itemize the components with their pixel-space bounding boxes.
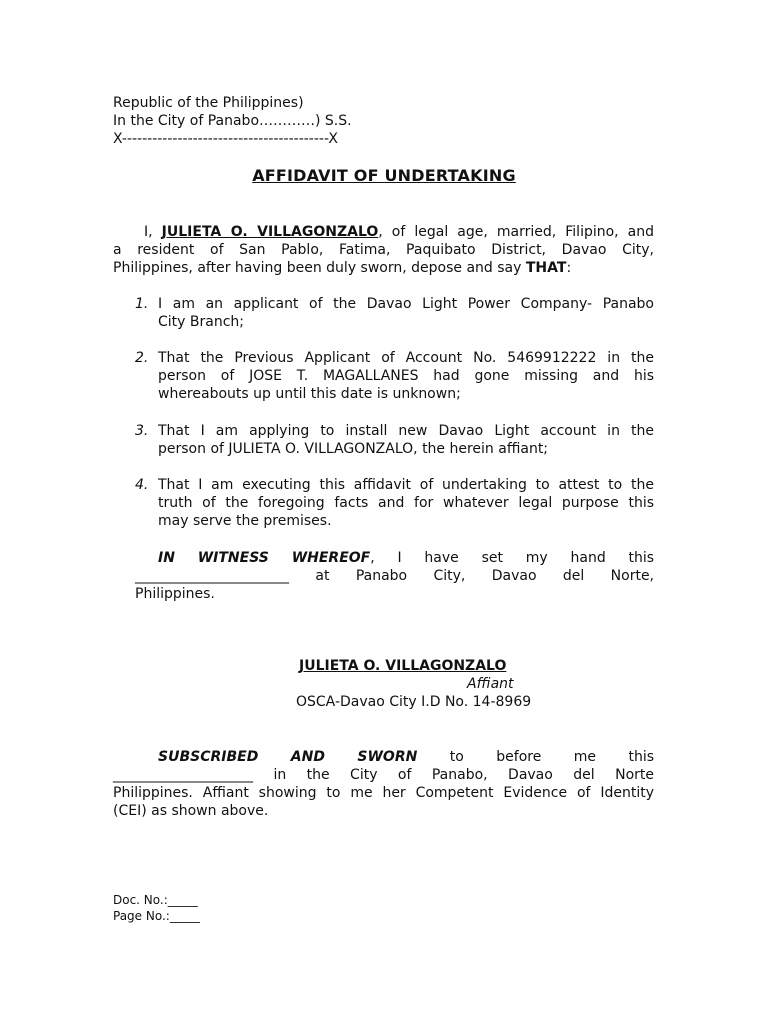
item-line: That I am executing this affidavit of undertaking to attest to the bbox=[158, 477, 654, 493]
intro-line-1-rest: , of legal age, married, Filipino, and bbox=[378, 224, 655, 240]
doc-number: Doc. No.:_____ bbox=[113, 893, 198, 907]
item-number: 2. bbox=[135, 350, 149, 366]
intro-colon: : bbox=[566, 260, 572, 276]
item-number: 3. bbox=[135, 423, 149, 439]
witness-line-3: Philippines. bbox=[135, 586, 215, 602]
jurat-line-2-text bbox=[113, 766, 654, 784]
header-divider: X-----------------------------------------X bbox=[113, 131, 338, 147]
jurat-line-1 bbox=[158, 748, 654, 766]
witness-line-1 bbox=[158, 549, 654, 567]
jurat-line-2 bbox=[113, 766, 654, 784]
intro-line-1 bbox=[113, 223, 654, 241]
witness-line-2-text bbox=[135, 567, 654, 585]
jurat-word: SUBSCRIBED bbox=[158, 749, 259, 765]
jurat-date-blank: ____________________ bbox=[113, 767, 253, 783]
witness-place: at Panabo City, Davao del Norte, bbox=[315, 568, 655, 584]
witness-comma: , bbox=[370, 550, 375, 566]
jurat-place: in the City of Panabo, Davao del Norte bbox=[273, 767, 654, 783]
jurat-line-3-text: Philippines. Affiant showing to me her Competent Evidence of Identity bbox=[113, 785, 654, 801]
affiant-name: JULIETA O. VILLAGONZALO bbox=[161, 224, 379, 240]
witness-word: this bbox=[628, 550, 655, 566]
header-republic: Republic of the Philippines) bbox=[113, 95, 304, 111]
list-item bbox=[158, 349, 654, 403]
witness-word: my bbox=[525, 550, 548, 566]
jurat-word: SWORN bbox=[357, 749, 418, 765]
list-item bbox=[158, 422, 654, 458]
jurat-words bbox=[158, 748, 654, 766]
witness-word: WHEREOF bbox=[291, 550, 371, 566]
intro-line-3 bbox=[113, 259, 654, 277]
item-number: 1. bbox=[135, 296, 149, 312]
witness-line-2 bbox=[135, 567, 654, 585]
item-line: person of JOSE T. MAGALLANES had gone missing and his bbox=[158, 368, 654, 384]
header-city: In the City of Panabo…………) S.S. bbox=[113, 113, 352, 129]
item-line: That I am applying to install new Davao Light account in the bbox=[158, 423, 654, 439]
jurat-word: me bbox=[573, 749, 597, 765]
item-line: person of JULIETA O. VILLAGONZALO, the herein affiant; bbox=[158, 441, 549, 457]
witness-word: IN bbox=[158, 550, 175, 566]
list-item bbox=[158, 295, 654, 331]
signatory-id: OSCA-Davao City I.D No. 14-8969 bbox=[296, 694, 532, 710]
witness-word: set bbox=[481, 550, 503, 566]
intro-line-2: a resident of San Pablo, Fatima, Paquibato District, Davao City, bbox=[113, 242, 654, 258]
list-item bbox=[158, 476, 654, 530]
witness-word: WITNESS bbox=[197, 550, 269, 566]
witness-words bbox=[158, 549, 654, 567]
jurat-word: before bbox=[496, 749, 542, 765]
jurat-line-4: (CEI) as shown above. bbox=[113, 803, 269, 819]
item-number: 4. bbox=[135, 477, 149, 493]
jurat-word: to bbox=[449, 749, 464, 765]
jurat-line-3 bbox=[113, 784, 654, 802]
signatory-role: Affiant bbox=[467, 676, 514, 692]
date-blank: ______________________ bbox=[135, 568, 289, 584]
item-line: whereabouts up until this date is unknown; bbox=[158, 386, 461, 402]
intro-pronoun: I, bbox=[144, 224, 153, 240]
item-line: I am an applicant of the Davao Light Power Company- Panabo bbox=[158, 296, 654, 312]
page-number: Page No.:_____ bbox=[113, 909, 200, 923]
signatory-name: JULIETA O. VILLAGONZALO bbox=[299, 658, 507, 674]
intro-paragraph bbox=[113, 223, 654, 277]
item-line: may serve the premises. bbox=[158, 513, 332, 529]
witness-word: I bbox=[397, 550, 402, 566]
jurat-word: this bbox=[628, 749, 655, 765]
jurat-word: AND bbox=[290, 749, 325, 765]
witness-word: have bbox=[424, 550, 459, 566]
intro-line-3-text: Philippines, after having been duly sworn, depose and say bbox=[113, 260, 526, 276]
item-line: That the Previous Applicant of Account No. 5469912222 in the bbox=[158, 350, 654, 366]
document-title: AFFIDAVIT OF UNDERTAKING bbox=[252, 166, 516, 185]
item-line: City Branch; bbox=[158, 314, 244, 330]
witness-word: hand bbox=[570, 550, 606, 566]
intro-that: THAT bbox=[525, 260, 567, 276]
item-line: truth of the foregoing facts and for whatever legal purpose this bbox=[158, 495, 654, 511]
